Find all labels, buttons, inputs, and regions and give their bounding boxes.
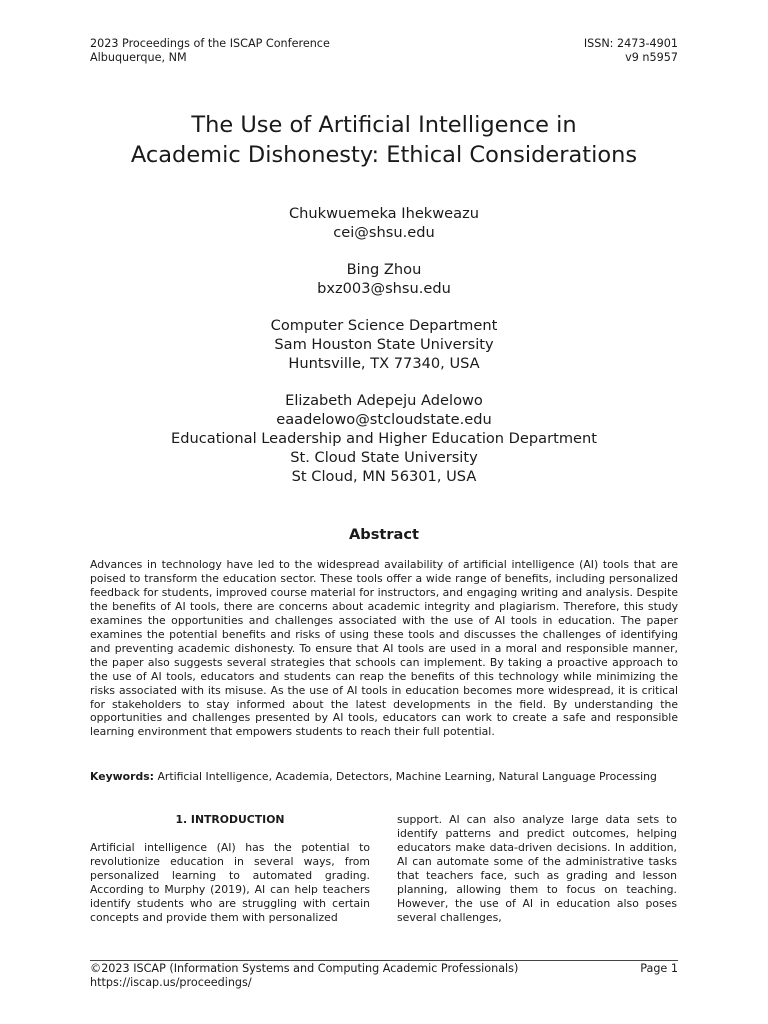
title-line-1: The Use of Artificial Intelligence in xyxy=(191,112,577,138)
right-column xyxy=(397,813,677,925)
left-column xyxy=(90,813,370,925)
affiliation-address: St Cloud, MN 56301, USA xyxy=(291,468,477,485)
author-email: cei@shsu.edu xyxy=(333,224,435,241)
keywords-text: Artificial Intelligence, Academia, Detectors, Machine Learning, Natural Language Processing xyxy=(154,770,657,783)
affiliation-address: Huntsville, TX 77340, USA xyxy=(288,355,480,372)
proceedings-url: https://iscap.us/proceedings/ xyxy=(90,976,252,989)
keywords-label: Keywords: xyxy=(90,770,155,783)
author-name: Chukwuemeka Ihekweazu xyxy=(288,205,480,222)
author-email: bxz003@shsu.edu xyxy=(317,280,451,297)
conference-info xyxy=(90,37,330,65)
volume-number: v9 n5957 xyxy=(625,51,678,64)
author-name: Elizabeth Adepeju Adelowo xyxy=(285,392,483,409)
issn: ISSN: 2473-4901 xyxy=(583,37,678,50)
keywords xyxy=(90,770,678,784)
abstract-heading: Abstract xyxy=(348,526,420,543)
copyright: ©2023 ISCAP (Information Systems and Computing Academic Professionals) xyxy=(90,962,519,975)
page-header xyxy=(90,37,678,65)
affiliation-university: Sam Houston State University xyxy=(274,336,494,353)
page-footer xyxy=(90,960,678,990)
abstract-body: Advances in technology have led to the widespread availability of artificial intelligence (AI) tools that are poised to transform the education sector. These tools offer a wide range of benefits, including personalized feedback for students, improved course material for instructors, and engaging writing and analysis. Despite the benefits of AI tools, there are concerns about academic integrity and plagiarism. Therefore, this study examines the opportunities and challenges associated with the use of AI tools in education. The paper examines the potential benefits and risks of using these tools and discusses the challenges of identifying and preventing academic dishonesty. To ensure that AI tools are used in a moral and responsible manner, the paper also suggests several strategies that schools can implement. By taking a proactive approach to the use of AI tools, educators and students can reap the benefits of this technology while minimizing the risks associated with its misuse. As the use of AI tools in education becomes more widespread, it is critical for stakeholders to stay informed about the latest developments in the field. By understanding the opportunities and challenges presented by AI tools, educators can work to create a safe and responsible learning environment that empowers students to reach their full potential. xyxy=(90,558,678,739)
title-line-2: Academic Dishonesty: Ethical Considerations xyxy=(130,142,638,168)
affiliation-university: St. Cloud State University xyxy=(290,449,478,466)
footer-info xyxy=(90,962,518,990)
intro-paragraph-left: Artificial intelligence (AI) has the potential to revolutionize education in several ways, from personalized learning to automated grading. According to Murphy (2019), AI can help teachers identify students who are struggling with certain concepts and provide them with personalized xyxy=(90,840,370,924)
conference-location: Albuquerque, NM xyxy=(90,51,187,64)
conference-name: 2023 Proceedings of the ISCAP Conference xyxy=(90,37,330,50)
author-block xyxy=(0,204,768,486)
issn-info xyxy=(584,37,678,65)
section-heading: 1. INTRODUCTION xyxy=(175,813,285,826)
affiliation-department: Educational Leadership and Higher Education Department xyxy=(171,430,597,447)
affiliation-department: Computer Science Department xyxy=(270,317,498,334)
paper-title xyxy=(0,110,768,170)
intro-paragraph-right: support. AI can also analyze large data sets to identify patterns and predict outcomes, helping educators make data-driven decisions. In addition, AI can automate some of the administrative tasks that teachers face, such as grading and lesson planning, allowing them to focus on teaching. However, the use of AI in education also poses several challenges, xyxy=(397,813,677,924)
author-name: Bing Zhou xyxy=(346,261,422,278)
page-number: Page 1 xyxy=(640,962,678,975)
author-email: eaadelowo@stcloudstate.edu xyxy=(276,411,492,428)
